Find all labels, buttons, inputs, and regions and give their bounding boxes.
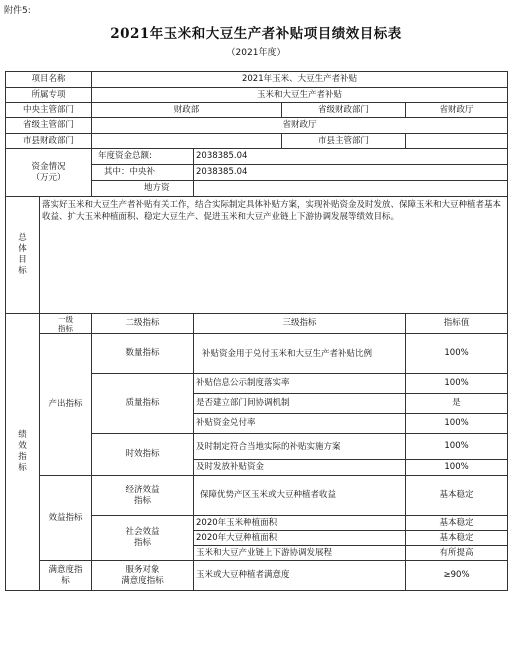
social-label	[92, 516, 194, 561]
year-subtitle: （2021年度）	[226, 48, 286, 58]
funds-label	[6, 149, 92, 197]
prov-dept-value: 省财政厅	[92, 118, 508, 134]
social-label-line2: 指标	[134, 538, 152, 548]
annex-label: 附件5:	[4, 6, 31, 16]
perf-label-char: 效	[18, 441, 27, 451]
quality-indicator-name: 是否建立部门间协调机制	[194, 394, 406, 414]
city-finance-value	[92, 134, 282, 149]
quality-indicator-value: 100%	[406, 414, 508, 434]
header-level3: 三级指标	[194, 314, 406, 334]
timeliness-indicator-name: 及时发放补贴资金	[194, 460, 406, 476]
social-indicator-name: 2020年大豆种植面积	[194, 531, 406, 546]
prov-finance-label: 省级财政部门	[282, 103, 406, 118]
funds-local-value	[194, 181, 508, 197]
quality-label: 质量指标	[92, 374, 194, 434]
quality-indicator-value: 是	[406, 394, 508, 414]
service-label	[92, 561, 194, 591]
funds-central-value: 2038385.04	[194, 165, 508, 181]
header-level1-line2: 指标	[58, 323, 73, 333]
header-value: 指标值	[406, 314, 508, 334]
satisfaction-label	[40, 561, 92, 591]
overall-goal-label	[6, 197, 40, 314]
quality-indicator-name: 补贴信息公示制度落实率	[194, 374, 406, 394]
economic-label-line2: 指标	[134, 495, 152, 506]
page-title: 2021年玉米和大豆生产者补贴项目绩效目标表	[110, 26, 402, 42]
timeliness-indicator-value: 100%	[406, 460, 508, 476]
service-label-line2: 满意度指标	[121, 575, 164, 586]
header-level2: 二级指标	[92, 314, 194, 334]
header-level1-line1: 一级	[58, 314, 73, 324]
economic-label-line1: 经济效益	[125, 484, 160, 495]
overall-label-char: 目	[18, 255, 27, 265]
header-level1	[40, 314, 92, 334]
quantity-label: 数量指标	[92, 334, 194, 374]
satisfaction-indicator-name: 玉米或大豆种植者满意度	[194, 561, 406, 591]
quantity-indicator-value: 100%	[406, 334, 508, 374]
project-name-label: 项目名称	[6, 72, 92, 88]
satisfaction-label-line1: 满意度指	[48, 564, 83, 575]
special-label: 所属专项	[6, 88, 92, 103]
central-dept-value: 财政部	[92, 103, 282, 118]
overall-label-char: 标	[18, 266, 27, 276]
economic-label	[92, 476, 194, 516]
economic-indicator-name: 保障优势产区玉米或大豆种植者收益	[194, 476, 406, 516]
output-label: 产出指标	[40, 334, 92, 476]
overall-label-char: 体	[18, 244, 27, 254]
prov-dept-label: 省级主管部门	[6, 118, 92, 134]
funds-total-value: 2038385.04	[194, 149, 508, 165]
funds-total-label: 年度资金总额:	[92, 149, 194, 165]
economic-indicator-value: 基本稳定	[406, 476, 508, 516]
service-label-line1: 服务对象	[125, 564, 160, 575]
perf-label-char: 标	[18, 463, 27, 473]
perf-label	[6, 314, 40, 591]
satisfaction-indicator-value: ≥90%	[406, 561, 508, 591]
funds-label-line2: （万元）	[31, 172, 66, 183]
central-dept-label: 中央主管部门	[6, 103, 92, 118]
funds-central-label: 其中：中央补	[92, 165, 194, 181]
overall-label-char: 总	[18, 233, 27, 243]
social-indicator-name: 玉米和大豆产业链上下游协调发展程	[194, 546, 406, 561]
funds-label-line1: 资金情况	[31, 161, 66, 172]
project-name-value: 2021年玉米、大豆生产者补贴	[92, 72, 508, 88]
special-value: 玉米和大豆生产者补贴	[92, 88, 508, 103]
social-indicator-name: 2020年玉米种植面积	[194, 516, 406, 531]
social-indicator-value: 有所提高	[406, 546, 508, 561]
quality-indicator-name: 补贴资金兑付率	[194, 414, 406, 434]
city-dept-value	[406, 134, 508, 149]
social-indicator-value: 基本稳定	[406, 516, 508, 531]
perf-label-char: 绩	[18, 430, 27, 440]
prov-finance-value: 省财政厅	[406, 103, 508, 118]
city-dept-label: 市县主管部门	[282, 134, 406, 149]
performance-table	[5, 71, 508, 591]
quality-indicator-value: 100%	[406, 374, 508, 394]
timeliness-indicator-value: 100%	[406, 434, 508, 460]
timeliness-label: 时效指标	[92, 434, 194, 476]
social-indicator-value: 基本稳定	[406, 531, 508, 546]
city-finance-label: 市县财政部门	[6, 134, 92, 149]
funds-local-label: 地方资	[92, 181, 194, 197]
quantity-indicator-name: 补贴资金用于兑付玉米和大豆生产者补贴比例	[194, 334, 406, 374]
perf-label-char: 指	[18, 452, 27, 462]
overall-goal-text: 落实好玉米和大豆生产者补贴有关工作，结合实际制定具体补贴方案，实现补贴资金及时发放、保障玉米和大豆种植者基本收益、扩大玉米种植面积、稳定大豆生产、促进玉米和大豆产业链上下游协调发展等绩效目标。	[40, 197, 508, 314]
benefit-label: 效益指标	[40, 476, 92, 561]
timeliness-indicator-name: 及时制定符合当地实际的补贴实施方案	[194, 434, 406, 460]
social-label-line1: 社会效益	[125, 527, 160, 537]
satisfaction-label-line2: 标	[61, 575, 70, 586]
